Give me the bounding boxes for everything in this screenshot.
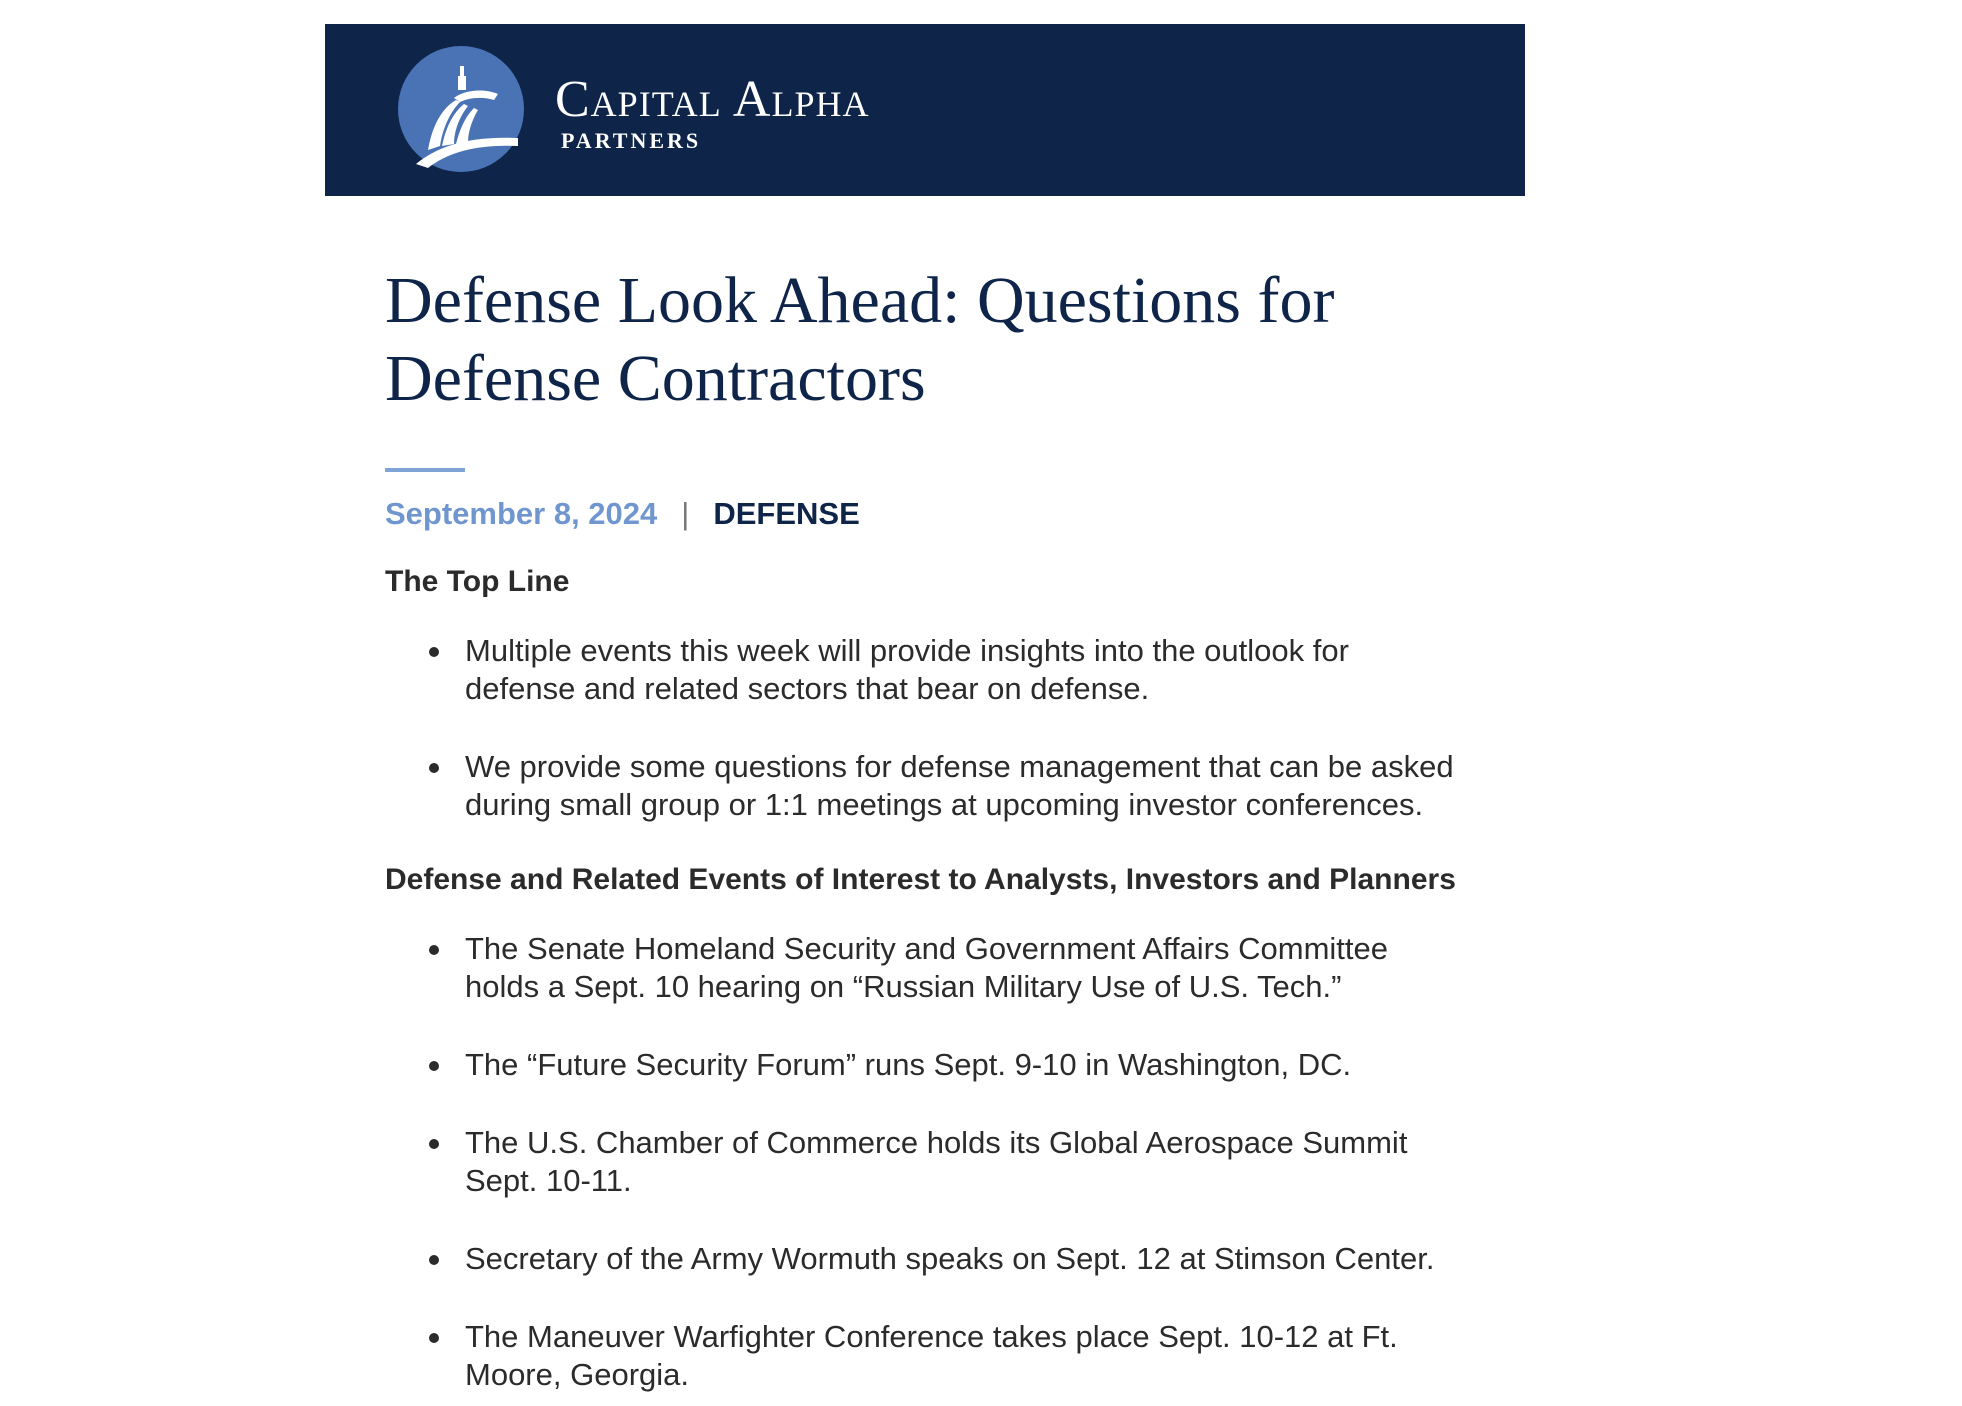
title-divider [385,468,465,472]
bullet-icon [429,1061,439,1071]
bullet-icon [429,945,439,955]
section-heading-events: Defense and Related Events of Interest to Analysts, Investors and Planners [385,863,1456,896]
header-banner [325,24,1525,196]
article [385,262,1505,1394]
list-item [429,930,1465,1006]
list-item [429,632,1465,708]
section-heading-top-line: The Top Line [385,565,570,598]
page-title: Defense Look Ahead: Questions for Defense Contractors [385,264,1335,415]
capitol-dome-logo-icon[interactable] [398,46,524,172]
brand-name: Capital Alpha [555,71,870,128]
meta-separator: | [681,496,690,531]
bullet-icon [429,1139,439,1149]
list-item [429,1240,1465,1278]
article-meta [385,496,1505,532]
article-date: September 8, 2024 [385,496,658,531]
bullet-icon [429,763,439,773]
list-item-text: Multiple events this week will provide insights into the outlook for defense and related sectors that bear on defense. [465,633,1349,706]
bullet-icon [429,647,439,657]
bullet-icon [429,1255,439,1265]
list-item [429,1046,1465,1084]
events-list [385,930,1505,1394]
list-item-text: The “Future Security Forum” runs Sept. 9-10 in Washington, DC. [465,1047,1352,1082]
list-item-text: The Maneuver Warfighter Conference takes place Sept. 10-12 at Ft. Moore, Georgia. [465,1319,1398,1392]
list-item-text: Secretary of the Army Wormuth speaks on Sept. 12 at Stimson Center. [465,1241,1435,1276]
list-item-text: The Senate Homeland Security and Government Affairs Committee holds a Sept. 10 hearing on “Russian Military Use of U.S. Tech.” [465,931,1388,1004]
list-item [429,748,1465,824]
list-item [429,1318,1465,1394]
article-category-link[interactable]: DEFENSE [713,496,860,531]
top-line-list [385,632,1505,824]
list-item-text: The U.S. Chamber of Commerce holds its Global Aerospace Summit Sept. 10-11. [465,1125,1408,1198]
bullet-icon [429,1333,439,1343]
brand-subtitle: PARTNERS [561,128,702,153]
list-item-text: We provide some questions for defense management that can be asked during small group or 1:1 meetings at upcoming investor conferences. [465,749,1454,822]
list-item [429,1124,1465,1200]
